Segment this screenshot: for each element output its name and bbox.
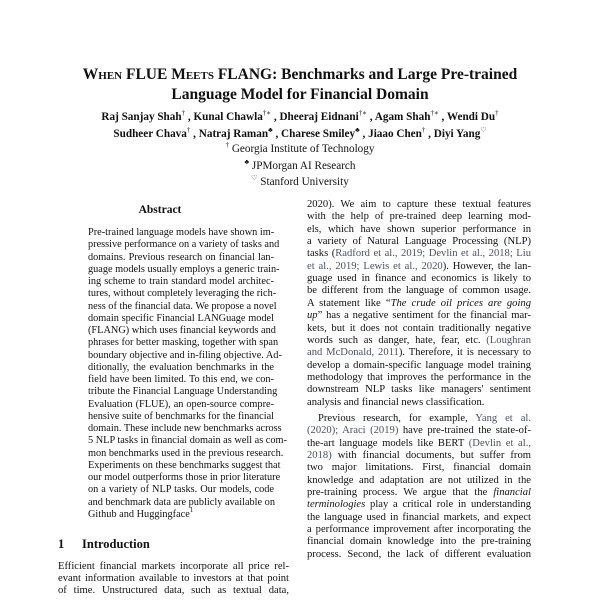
affiliation-mark: ♡ — [480, 126, 487, 134]
text-line: terminologies play a critical role in understanding — [307, 499, 531, 511]
footnote-mark: 1 — [189, 505, 194, 514]
affiliation — [0, 143, 600, 155]
text-line: evant information available to investors at that point — [58, 572, 289, 584]
text-line: a variety of Natural Language Processing (NLP) — [307, 236, 531, 248]
text-line: 2020). We aim to capture these textual features — [307, 199, 531, 210]
citation[interactable]: (Devlin et al., — [468, 437, 531, 449]
section-heading-introduction — [58, 537, 150, 552]
text-line: of time. Unstructured data, such as textual data, — [58, 584, 289, 596]
author-line-1: Raj Sanjay Shah† , Kunal Chawla†∗ , Dheeraj Eidnani†∗ , Agam Shah†∗ , Wendi Du† — [101, 109, 499, 123]
text-line: Github and Huggingface$^1$ — [88, 505, 194, 520]
title-rest: : Benchmarks and Large Pre-trained — [272, 66, 518, 83]
affiliation — [0, 176, 600, 188]
emphasis: terminologies — [307, 499, 366, 511]
text-line: guage models usually employs a generic train- — [88, 263, 280, 275]
text-line: els, which have shown superior performance in — [307, 223, 531, 235]
text-line: hensive suite of benchmarks for the financial — [88, 410, 274, 422]
text-line: guage used in finance and economics is likely to — [307, 273, 531, 285]
affiliation-mark: † — [495, 109, 499, 117]
text-line: 5 NLP tasks in financial domain as well as com- — [88, 435, 287, 447]
emphasis: up — [307, 310, 318, 322]
text-line: ditionally, the evaluation benchmarks in the — [88, 361, 274, 373]
text-line: with the help of pre-trained deep learning mod- — [307, 211, 531, 223]
text-line: kets, but it does not contain traditionally negative — [307, 322, 531, 334]
text-line: pre-training process. We argue that the financial — [307, 487, 531, 499]
text-line: Previous research, for example, Yang et al. — [318, 412, 531, 424]
text-line: analysis and financial news classification. — [307, 396, 485, 408]
affiliation-mark: † — [421, 126, 426, 134]
author-name: Dheeraj Eidnani — [279, 111, 359, 123]
citation[interactable]: (2020); Araci (2019) — [307, 425, 399, 437]
text-line: Pre-trained language models have shown im- — [88, 227, 275, 238]
text-line: field have been limited. To this end, we con- — [88, 374, 274, 385]
text-line: boundary objective and in-filing objective. Ad- — [88, 349, 282, 361]
text-line: be different from the language of common usage. — [307, 285, 531, 297]
text-line: the language used in financial markets, and expect — [307, 511, 531, 523]
affiliation-mark: ♣ — [355, 126, 360, 134]
text-line: the-art language models like BERT (Devlin et al., — [307, 437, 531, 449]
citation[interactable]: Radford et al., 2019; Devlin et al., 2018; Liu — [335, 248, 531, 260]
citation[interactable]: and McDonald, 2011 — [307, 347, 399, 359]
text-line: develop a domain-specific language model training — [307, 359, 531, 371]
text-line: and benchmark data are publicly available on — [88, 496, 275, 508]
text-line: domains. Previous research on financial lan- — [88, 251, 274, 263]
text-line: mon benchmarks used in the previous research. — [88, 447, 284, 459]
title-small-caps: When FLUE Meets FLANG — [82, 66, 273, 83]
text-line: a performance improvement after incorporating the — [307, 524, 531, 536]
text-line: process. Second, the lack of different evaluation — [307, 548, 531, 560]
citation[interactable]: 2018) — [307, 450, 332, 461]
text-line: and McDonald, 2011). Therefore, it is necessary to — [307, 347, 532, 359]
author-name: Diyi Yang — [433, 128, 481, 140]
text-line: domain. These include new benchmarks across — [88, 423, 282, 434]
affiliation-mark: †∗ — [262, 109, 272, 117]
text-line: Evaluation (FLUE), an open-source compre- — [88, 398, 274, 410]
text-line: two major limitations. First, financial domain — [307, 462, 531, 474]
section-title: Introduction — [82, 537, 150, 551]
text-line: A statement like “The crude oil prices are going — [307, 297, 532, 309]
affiliation-mark: †∗ — [430, 109, 439, 117]
text-line: Efficient financial markets incorporate all price rel- — [58, 561, 289, 572]
text-line: our model outperforms those in prior literature — [88, 472, 281, 483]
abstract-heading: Abstract — [138, 204, 182, 216]
affiliation-mark: † — [181, 109, 186, 117]
text-line: tribute the Financial Language Understanding — [88, 386, 278, 398]
affiliation-mark: †∗ — [358, 109, 367, 117]
text-line: (FLANG) which uses financial keywords and — [88, 325, 276, 336]
text-line: up” has a negative sentiment for the financial mar- — [307, 310, 531, 322]
text-line: on a variety of NLP tasks. Our models, code — [88, 484, 274, 496]
citation[interactable]: et al., 2019; Lewis et al., 2020 — [307, 260, 443, 272]
text-line: ness of the financial data. We propose a novel — [88, 300, 277, 312]
text-line: methodology that improves the performance in the — [307, 371, 531, 383]
text-line: financial domain knowledge into the pre-training — [307, 536, 531, 548]
text-line: downstream NLP tasks like managers' sentiment — [307, 384, 531, 396]
author-name: Kunal Chawla — [193, 111, 263, 123]
text-line: words such as danger, hate, fear, etc. (Loughran — [307, 334, 531, 346]
text-line: et al., 2019; Lewis et al., 2020). However, the lan- — [307, 260, 531, 272]
author-line-2: Sudheer Chava† , Natraj Raman♣ , Charese Smiley♣ , Jiaao Chen† , Diyi Yang♡ — [113, 126, 487, 140]
affiliation-mark: † — [186, 126, 191, 134]
text-line: 2018) with financial documents, but suffer from — [307, 450, 531, 461]
affiliation-mark: † — [225, 141, 230, 149]
author-name: Natraj Raman — [198, 128, 269, 140]
text-line: Experiments on these benchmarks suggest that — [88, 459, 281, 471]
affiliation-name: Georgia Institute of Technology — [231, 143, 375, 155]
text-line: pressive performance on a variety of tasks and — [88, 239, 280, 251]
text-line: (2020); Araci (2019) have pre-trained the state-of- — [307, 425, 532, 437]
author-name: Wendi Du — [446, 111, 496, 123]
text-line: knowledge and adaptation are not utilized in the — [307, 474, 531, 486]
author-name: Agam Shah — [374, 111, 431, 123]
emphasis: financial — [493, 487, 531, 499]
author-name: Charese Smiley — [281, 128, 356, 140]
text-line: tures, without completely leveraging the rich- — [88, 288, 277, 300]
affiliation-mark: ♣ — [244, 157, 250, 166]
affiliation-mark: ♡ — [251, 174, 258, 182]
affiliation-mark: ♣ — [268, 126, 273, 134]
section-number: 1 — [58, 537, 65, 551]
affiliation — [0, 157, 600, 172]
text-line: domain specific Financial LANGuage model — [88, 312, 274, 324]
text-line: phrases for better masking, together with span — [88, 337, 279, 349]
author-name: Jiaao Chen — [368, 128, 422, 140]
author-name: Sudheer Chava — [113, 128, 187, 140]
paper-title-line-2: Language Model for Financial Domain — [171, 86, 429, 103]
citation[interactable]: (Loughran — [486, 334, 531, 346]
text-line: tasks (Radford et al., 2019; Devlin et al., 2018; Liu — [307, 248, 531, 260]
citation[interactable]: Yang et al. — [475, 412, 531, 424]
affiliation-name: Stanford University — [260, 176, 349, 188]
text-line: ing scheme to train standard model architec- — [88, 276, 274, 287]
paper-title-line-1 — [0, 66, 600, 84]
affiliation-name: JPMorgan AI Research — [251, 159, 356, 172]
author-name: Raj Sanjay Shah — [101, 111, 182, 123]
emphasis: The crude oil prices are going — [390, 297, 532, 309]
